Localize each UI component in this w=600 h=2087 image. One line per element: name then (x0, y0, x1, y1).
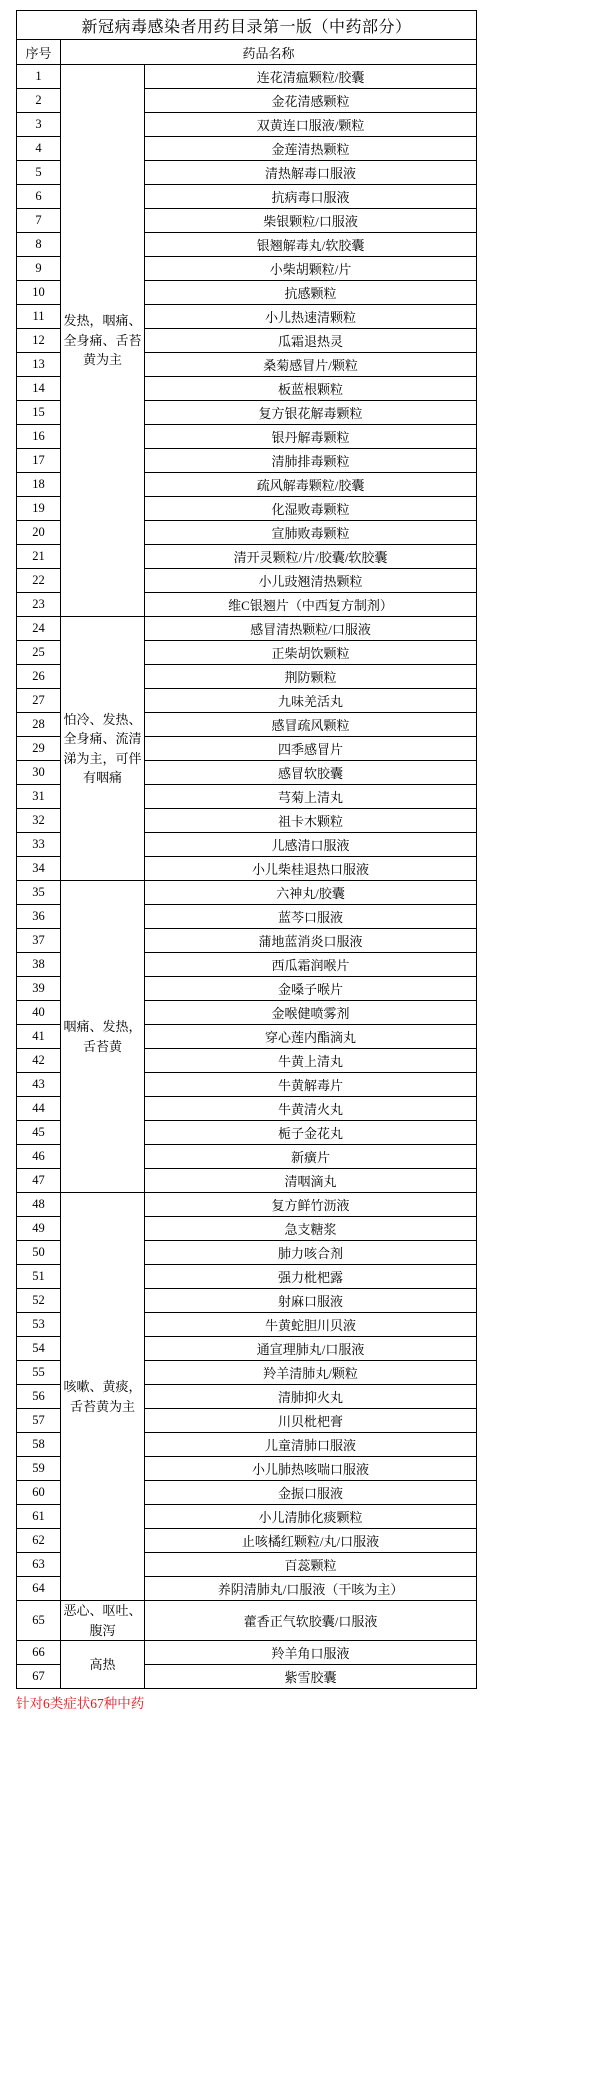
row-number: 7 (17, 209, 61, 233)
drug-name: 射麻口服液 (145, 1289, 477, 1313)
row-number: 25 (17, 641, 61, 665)
drug-name: 荆防颗粒 (145, 665, 477, 689)
table-row (17, 1193, 477, 1217)
row-number: 59 (17, 1457, 61, 1481)
drug-name: 板蓝根颗粒 (145, 377, 477, 401)
drug-name: 羚羊角口服液 (145, 1641, 477, 1665)
drug-name: 连花清瘟颗粒/胶囊 (145, 65, 477, 89)
drug-name: 百蕊颗粒 (145, 1553, 477, 1577)
drug-name: 正柴胡饮颗粒 (145, 641, 477, 665)
drug-name: 银丹解毒颗粒 (145, 425, 477, 449)
row-number: 66 (17, 1641, 61, 1665)
row-number: 45 (17, 1121, 61, 1145)
row-number: 9 (17, 257, 61, 281)
drug-name: 肺力咳合剂 (145, 1241, 477, 1265)
drug-name: 小儿热速清颗粒 (145, 305, 477, 329)
row-number: 39 (17, 977, 61, 1001)
drug-name: 清开灵颗粒/片/胶囊/软胶囊 (145, 545, 477, 569)
row-number: 52 (17, 1289, 61, 1313)
row-number: 8 (17, 233, 61, 257)
table-title-row (17, 11, 477, 40)
drug-name: 牛黄清火丸 (145, 1097, 477, 1121)
symptom-group-label: 咽痛、发热，舌苔黄 (61, 881, 145, 1193)
drug-name: 金嗓子喉片 (145, 977, 477, 1001)
row-number: 37 (17, 929, 61, 953)
row-number: 50 (17, 1241, 61, 1265)
row-number: 44 (17, 1097, 61, 1121)
drug-name: 九味羌活丸 (145, 689, 477, 713)
drug-name: 穿心莲内酯滴丸 (145, 1025, 477, 1049)
column-header-name: 药品名称 (61, 40, 477, 65)
row-number: 46 (17, 1145, 61, 1169)
row-number: 16 (17, 425, 61, 449)
row-number: 62 (17, 1529, 61, 1553)
symptom-group-label: 咳嗽、黄痰，舌苔黄为主 (61, 1193, 145, 1601)
row-number: 1 (17, 65, 61, 89)
drug-name: 金喉健喷雾剂 (145, 1001, 477, 1025)
row-number: 26 (17, 665, 61, 689)
row-number: 22 (17, 569, 61, 593)
row-number: 48 (17, 1193, 61, 1217)
drug-name: 四季感冒片 (145, 737, 477, 761)
row-number: 6 (17, 185, 61, 209)
symptom-group-label: 怕冷、发热、全身痛、流清涕为主，可伴有咽痛 (61, 617, 145, 881)
row-number: 31 (17, 785, 61, 809)
drug-name: 金花清感颗粒 (145, 89, 477, 113)
document-title: 新冠病毒感染者用药目录第一版（中药部分） (17, 11, 477, 40)
row-number: 49 (17, 1217, 61, 1241)
row-number: 5 (17, 161, 61, 185)
drug-name: 牛黄蛇胆川贝液 (145, 1313, 477, 1337)
drug-name: 感冒清热颗粒/口服液 (145, 617, 477, 641)
drug-name: 金莲清热颗粒 (145, 137, 477, 161)
row-number: 64 (17, 1577, 61, 1601)
drug-name: 金振口服液 (145, 1481, 477, 1505)
row-number: 67 (17, 1665, 61, 1689)
row-number: 63 (17, 1553, 61, 1577)
row-number: 34 (17, 857, 61, 881)
table-row (17, 1641, 477, 1665)
row-number: 36 (17, 905, 61, 929)
drug-name: 芎菊上清丸 (145, 785, 477, 809)
row-number: 12 (17, 329, 61, 353)
drug-name: 羚羊清肺丸/颗粒 (145, 1361, 477, 1385)
drug-name: 小儿肺热咳喘口服液 (145, 1457, 477, 1481)
row-number: 32 (17, 809, 61, 833)
row-number: 51 (17, 1265, 61, 1289)
row-number: 55 (17, 1361, 61, 1385)
row-number: 18 (17, 473, 61, 497)
drug-name: 西瓜霜润喉片 (145, 953, 477, 977)
row-number: 38 (17, 953, 61, 977)
row-number: 14 (17, 377, 61, 401)
row-number: 60 (17, 1481, 61, 1505)
drug-name: 清肺抑火丸 (145, 1385, 477, 1409)
drug-name: 清咽滴丸 (145, 1169, 477, 1193)
drug-name: 栀子金花丸 (145, 1121, 477, 1145)
drug-name: 双黄连口服液/颗粒 (145, 113, 477, 137)
document-sheet (0, 10, 600, 1712)
row-number: 29 (17, 737, 61, 761)
drug-name: 儿感清口服液 (145, 833, 477, 857)
symptom-group-label: 发热，咽痛、全身痛、舌苔黄为主 (61, 65, 145, 617)
table-row (17, 1601, 477, 1641)
table-header-row (17, 40, 477, 65)
drug-name: 藿香正气软胶囊/口服液 (145, 1601, 477, 1641)
drug-name: 维C银翘片（中西复方制剂） (145, 593, 477, 617)
drug-name: 抗病毒口服液 (145, 185, 477, 209)
row-number: 42 (17, 1049, 61, 1073)
drug-name: 感冒疏风颗粒 (145, 713, 477, 737)
column-header-no: 序号 (17, 40, 61, 65)
drug-name: 小儿柴桂退热口服液 (145, 857, 477, 881)
row-number: 58 (17, 1433, 61, 1457)
row-number: 41 (17, 1025, 61, 1049)
drug-name: 六神丸/胶囊 (145, 881, 477, 905)
drug-name: 强力枇杷露 (145, 1265, 477, 1289)
symptom-group-label: 恶心、呕吐、腹泻 (61, 1601, 145, 1641)
drug-name: 止咳橘红颗粒/丸/口服液 (145, 1529, 477, 1553)
drug-name: 银翘解毒丸/软胶囊 (145, 233, 477, 257)
footnote: 针对6类症状67种中药 (16, 1696, 145, 1711)
drug-name: 抗感颗粒 (145, 281, 477, 305)
drug-name: 清热解毒口服液 (145, 161, 477, 185)
drug-name: 祖卡木颗粒 (145, 809, 477, 833)
drug-name: 复方鲜竹沥液 (145, 1193, 477, 1217)
row-number: 40 (17, 1001, 61, 1025)
drug-name: 儿童清肺口服液 (145, 1433, 477, 1457)
drug-name: 瓜霜退热灵 (145, 329, 477, 353)
row-number: 54 (17, 1337, 61, 1361)
drug-name: 柴银颗粒/口服液 (145, 209, 477, 233)
drug-name: 化湿败毒颗粒 (145, 497, 477, 521)
row-number: 43 (17, 1073, 61, 1097)
row-number: 2 (17, 89, 61, 113)
row-number: 19 (17, 497, 61, 521)
drug-name: 蒲地蓝消炎口服液 (145, 929, 477, 953)
row-number: 13 (17, 353, 61, 377)
table-row (17, 617, 477, 641)
row-number: 53 (17, 1313, 61, 1337)
drug-name: 小儿清肺化痰颗粒 (145, 1505, 477, 1529)
row-number: 23 (17, 593, 61, 617)
drug-name: 新癀片 (145, 1145, 477, 1169)
table-row (17, 881, 477, 905)
row-number: 11 (17, 305, 61, 329)
row-number: 65 (17, 1601, 61, 1641)
drug-name: 疏风解毒颗粒/胶囊 (145, 473, 477, 497)
drug-name: 紫雪胶囊 (145, 1665, 477, 1689)
symptom-group-label: 高热 (61, 1641, 145, 1689)
drug-name: 急支糖浆 (145, 1217, 477, 1241)
row-number: 28 (17, 713, 61, 737)
row-number: 4 (17, 137, 61, 161)
drug-name: 清肺排毒颗粒 (145, 449, 477, 473)
table-row (17, 65, 477, 89)
row-number: 17 (17, 449, 61, 473)
drug-catalog-table (16, 10, 477, 1689)
drug-name: 复方银花解毒颗粒 (145, 401, 477, 425)
row-number: 56 (17, 1385, 61, 1409)
drug-name: 通宣理肺丸/口服液 (145, 1337, 477, 1361)
row-number: 24 (17, 617, 61, 641)
drug-name: 蓝芩口服液 (145, 905, 477, 929)
row-number: 10 (17, 281, 61, 305)
row-number: 20 (17, 521, 61, 545)
drug-name: 牛黄上清丸 (145, 1049, 477, 1073)
row-number: 21 (17, 545, 61, 569)
drug-name: 桑菊感冒片/颗粒 (145, 353, 477, 377)
drug-name: 养阴清肺丸/口服液（干咳为主） (145, 1577, 477, 1601)
drug-name: 牛黄解毒片 (145, 1073, 477, 1097)
drug-name: 小儿豉翘清热颗粒 (145, 569, 477, 593)
drug-name: 感冒软胶囊 (145, 761, 477, 785)
drug-name: 小柴胡颗粒/片 (145, 257, 477, 281)
drug-name: 川贝枇杷膏 (145, 1409, 477, 1433)
row-number: 35 (17, 881, 61, 905)
drug-name: 宣肺败毒颗粒 (145, 521, 477, 545)
row-number: 27 (17, 689, 61, 713)
row-number: 15 (17, 401, 61, 425)
row-number: 33 (17, 833, 61, 857)
row-number: 57 (17, 1409, 61, 1433)
row-number: 30 (17, 761, 61, 785)
row-number: 3 (17, 113, 61, 137)
row-number: 61 (17, 1505, 61, 1529)
row-number: 47 (17, 1169, 61, 1193)
